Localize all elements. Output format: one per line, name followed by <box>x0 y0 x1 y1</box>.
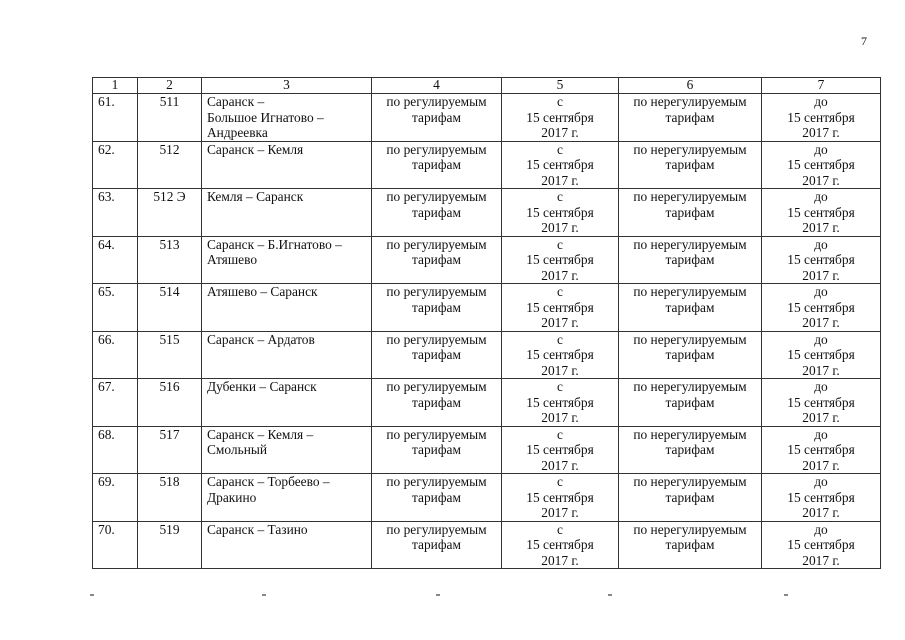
column-header: 6 <box>619 78 762 94</box>
route-number: 512 Э <box>138 189 202 237</box>
route-number: 511 <box>138 94 202 142</box>
route-name: Саранск – Ардатов <box>202 331 372 379</box>
tariff-type-cell: по регулируемым тарифам <box>372 379 502 427</box>
end-date-cell: до 15 сентября 2017 г. <box>762 189 881 237</box>
end-date-cell: до 15 сентября 2017 г. <box>762 236 881 284</box>
tariff-type-cell: по регулируемым тарифам <box>372 521 502 569</box>
end-date-cell: до 15 сентября 2017 г. <box>762 379 881 427</box>
table-row <box>93 521 881 569</box>
new-tariff-type-cell: по нерегулируемым тарифам <box>619 236 762 284</box>
route-name: Кемля – Саранск <box>202 189 372 237</box>
column-header: 7 <box>762 78 881 94</box>
row-number: 64. <box>93 236 138 284</box>
row-number: 63. <box>93 189 138 237</box>
table-row <box>93 474 881 522</box>
column-header: 2 <box>138 78 202 94</box>
end-date-cell: до 15 сентября 2017 г. <box>762 141 881 189</box>
row-number: 68. <box>93 426 138 474</box>
tariff-type-cell: по регулируемым тарифам <box>372 426 502 474</box>
end-date-cell: до 15 сентября 2017 г. <box>762 426 881 474</box>
header-row <box>93 78 881 94</box>
table-row <box>93 284 881 332</box>
row-number: 69. <box>93 474 138 522</box>
table-row <box>93 141 881 189</box>
start-date-cell: с 15 сентября 2017 г. <box>502 379 619 427</box>
new-tariff-type-cell: по нерегулируемым тарифам <box>619 474 762 522</box>
route-number: 513 <box>138 236 202 284</box>
row-number: 62. <box>93 141 138 189</box>
tariff-type-cell: по регулируемым тарифам <box>372 141 502 189</box>
row-number: 66. <box>93 331 138 379</box>
column-header: 1 <box>93 78 138 94</box>
start-date-cell: с 15 сентября 2017 г. <box>502 189 619 237</box>
table-row <box>93 94 881 142</box>
start-date-cell: с 15 сентября 2017 г. <box>502 426 619 474</box>
scan-artifact <box>784 594 788 596</box>
table-row <box>93 236 881 284</box>
tariff-type-cell: по регулируемым тарифам <box>372 331 502 379</box>
tariff-type-cell: по регулируемым тарифам <box>372 474 502 522</box>
end-date-cell: до 15 сентября 2017 г. <box>762 521 881 569</box>
table-row <box>93 189 881 237</box>
row-number: 67. <box>93 379 138 427</box>
table-row <box>93 331 881 379</box>
route-name: Саранск – Кемля <box>202 141 372 189</box>
new-tariff-type-cell: по нерегулируемым тарифам <box>619 426 762 474</box>
start-date-cell: с 15 сентября 2017 г. <box>502 474 619 522</box>
new-tariff-type-cell: по нерегулируемым тарифам <box>619 284 762 332</box>
route-number: 514 <box>138 284 202 332</box>
end-date-cell: до 15 сентября 2017 г. <box>762 474 881 522</box>
route-number: 517 <box>138 426 202 474</box>
route-name: Саранск – Большое Игнатово – Андреевка <box>202 94 372 142</box>
table-row <box>93 379 881 427</box>
new-tariff-type-cell: по нерегулируемым тарифам <box>619 379 762 427</box>
route-number: 519 <box>138 521 202 569</box>
tariff-type-cell: по регулируемым тарифам <box>372 284 502 332</box>
route-number: 515 <box>138 331 202 379</box>
new-tariff-type-cell: по нерегулируемым тарифам <box>619 331 762 379</box>
scan-artifact <box>436 594 440 596</box>
row-number: 70. <box>93 521 138 569</box>
new-tariff-type-cell: по нерегулируемым тарифам <box>619 189 762 237</box>
column-header: 3 <box>202 78 372 94</box>
route-name: Саранск – Торбеево – Дракино <box>202 474 372 522</box>
routes-table <box>92 77 881 569</box>
start-date-cell: с 15 сентября 2017 г. <box>502 94 619 142</box>
start-date-cell: с 15 сентября 2017 г. <box>502 141 619 189</box>
end-date-cell: до 15 сентября 2017 г. <box>762 331 881 379</box>
route-name: Саранск – Б.Игнатово – Атяшево <box>202 236 372 284</box>
scan-artifact <box>90 594 94 596</box>
new-tariff-type-cell: по нерегулируемым тарифам <box>619 141 762 189</box>
end-date-cell: до 15 сентября 2017 г. <box>762 94 881 142</box>
end-date-cell: до 15 сентября 2017 г. <box>762 284 881 332</box>
row-number: 61. <box>93 94 138 142</box>
tariff-type-cell: по регулируемым тарифам <box>372 236 502 284</box>
route-name: Саранск – Кемля – Смольный <box>202 426 372 474</box>
row-number: 65. <box>93 284 138 332</box>
column-header: 4 <box>372 78 502 94</box>
new-tariff-type-cell: по нерегулируемым тарифам <box>619 521 762 569</box>
route-number: 516 <box>138 379 202 427</box>
route-name: Дубенки – Саранск <box>202 379 372 427</box>
tariff-type-cell: по регулируемым тарифам <box>372 94 502 142</box>
scan-artifact <box>608 594 612 596</box>
route-number: 518 <box>138 474 202 522</box>
start-date-cell: с 15 сентября 2017 г. <box>502 331 619 379</box>
scan-artifact <box>262 594 266 596</box>
route-number: 512 <box>138 141 202 189</box>
route-name: Саранск – Тазино <box>202 521 372 569</box>
new-tariff-type-cell: по нерегулируемым тарифам <box>619 94 762 142</box>
route-name: Атяшево – Саранск <box>202 284 372 332</box>
start-date-cell: с 15 сентября 2017 г. <box>502 521 619 569</box>
start-date-cell: с 15 сентября 2017 г. <box>502 284 619 332</box>
page-number: 7 <box>861 34 867 48</box>
table-row <box>93 426 881 474</box>
tariff-type-cell: по регулируемым тарифам <box>372 189 502 237</box>
start-date-cell: с 15 сентября 2017 г. <box>502 236 619 284</box>
column-header: 5 <box>502 78 619 94</box>
